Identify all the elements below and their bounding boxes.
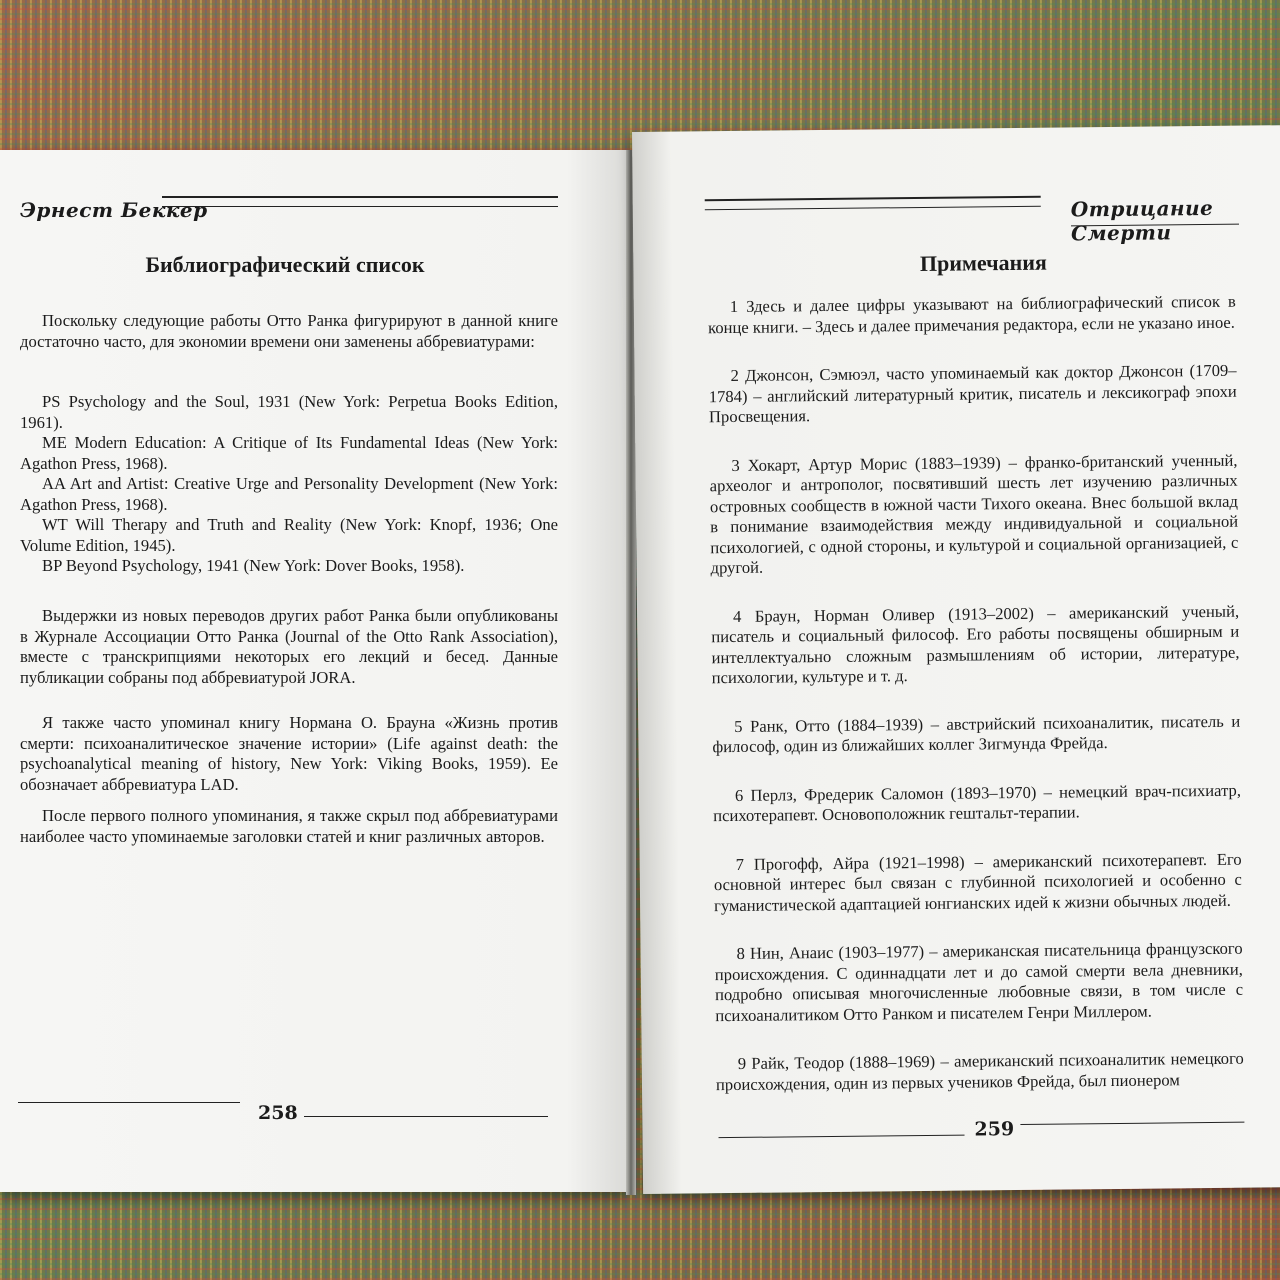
header-rule (705, 196, 1041, 202)
page-title: Библиографический список (145, 252, 425, 277)
note-item: 1 Здесь и далее цифры указывают на библиографический список в конце книги. – Здесь и далее примечания редактора, если не указано иное. (707, 291, 1236, 337)
header-rule (162, 196, 558, 198)
abbreviation-item: AA Art and Artist: Creative Urge and Personality Development (New York: Agathon Press, 1968). (20, 474, 558, 514)
note-item: 3 Хокарт, Артур Морис (1883–1939) – франко-британский ученный, археолог и антрополог, посвятивший шесть лет изучению различных островных сообществ в южной части Тихого океана. Внес большой вклад в понимание взаимодействия между индивидуальной и социальной психологией, с одной стороны, и культурой и социальной организацией, с другой. (709, 450, 1239, 578)
abbreviation-item: ME Modern Education: A Critique of Its Fundamental Ideas (New York: Agathon Press, 1968). (20, 433, 558, 473)
footer-rule (18, 1102, 240, 1103)
abbreviation-item: PS Psychology and the Soul, 1931 (New York: Perpetua Books Edition, 1961). (20, 392, 558, 432)
running-header-title: Отрицание Смерти (1070, 195, 1214, 246)
note-item: 7 Прогофф, Айра (1921–1998) – американский психотерапевт. Его основной интерес был связан с глубинной психологией и особенно с гуманистической адаптацией юнгианских идей к жизни обычных людей. (713, 849, 1242, 915)
jora-paragraph: Выдержки из новых переводов других работ Ранка были опубликованы в Журнале Ассоциации Отто Ранка (Journal of the Otto Rank Association), вместе с транскрипциями некоторых его лекций и бесед. Данные публикации собраны под аббревиатурой JORA. (20, 606, 558, 687)
abbreviation-item: WT Will Therapy and Truth and Reality (New York: Knopf, 1936; One Volume Edition, 1945). (20, 515, 558, 555)
header-rule (705, 206, 1041, 211)
header-rule (162, 206, 558, 207)
running-header-author: Эрнест Беккер (20, 198, 208, 222)
note-item: 8 Нин, Анаис (1903–1977) – американская писательница французского происхождения. С одиннадцати лет и до самой смерти вела дневники, подробно описывая многочисленные любовные связи, в том числе с психоаналитиком Отто Ранком и писателем Генри Миллером. (714, 938, 1244, 1025)
notes-title: Примечания (919, 249, 1047, 276)
intro-paragraph: Поскольку следующие работы Отто Ранка фигурируют в данной книге достаточно часто, для экономии времени они заменены аббревиатурами: (20, 311, 558, 351)
final-paragraph: После первого полного упоминания, я также скрыл под аббревиатурами наиболее часто упоминаемые заголовки статей и книг различных авторов. (20, 806, 558, 846)
lad-paragraph: Я также часто упоминал книгу Нормана О. Брауна «Жизнь против смерти: психоаналитическое значение истории» (Life against death: the psychoanalytical meaning of history, New York: Viking Books, 1959). Ее обозначает аббревиатура LAD. (20, 713, 558, 794)
abbreviation-item: BP Beyond Psychology, 1941 (New York: Dover Books, 1958). (42, 556, 465, 575)
note-item: 4 Браун, Норман Оливер (1913–2002) – американский ученый, писатель и социальный философ. Его работы посвящены обширным и интеллектуально сложным размышлениям об истории, литературе, психологии, культуре и т. д. (711, 601, 1240, 688)
right-page (632, 125, 1280, 1194)
left-page (0, 150, 630, 1192)
footer-rule (1020, 1122, 1244, 1125)
abbreviation-list (20, 392, 558, 577)
note-item: 9 Райк, Теодор (1888–1969) – американский психоаналитик немецкого происхождения, один из первых учеников Фрейда, был пионером (715, 1048, 1244, 1094)
page-number: 258 (258, 1102, 298, 1124)
page-number: 259 (974, 1118, 1015, 1141)
notes-list (708, 292, 1244, 1095)
footer-rule (304, 1116, 548, 1117)
note-item: 5 Ранк, Отто (1884–1939) – австрийский психоаналитик, писатель и философ, один из ближайших коллег Зигмунда Фрейда. (712, 711, 1241, 757)
footer-rule (719, 1135, 965, 1139)
note-item: 2 Джонсон, Сэмюэл, часто упоминаемый как доктор Джонсон (1709–1784) – английский литературный критик, писатель и лексикограф эпохи Просвещения. (708, 360, 1237, 427)
note-item: 6 Перлз, Фредерик Саломон (1893–1970) – немецкий врач-психиатр, психотерапевт. Основоположник гештальт-терапии. (713, 780, 1242, 826)
